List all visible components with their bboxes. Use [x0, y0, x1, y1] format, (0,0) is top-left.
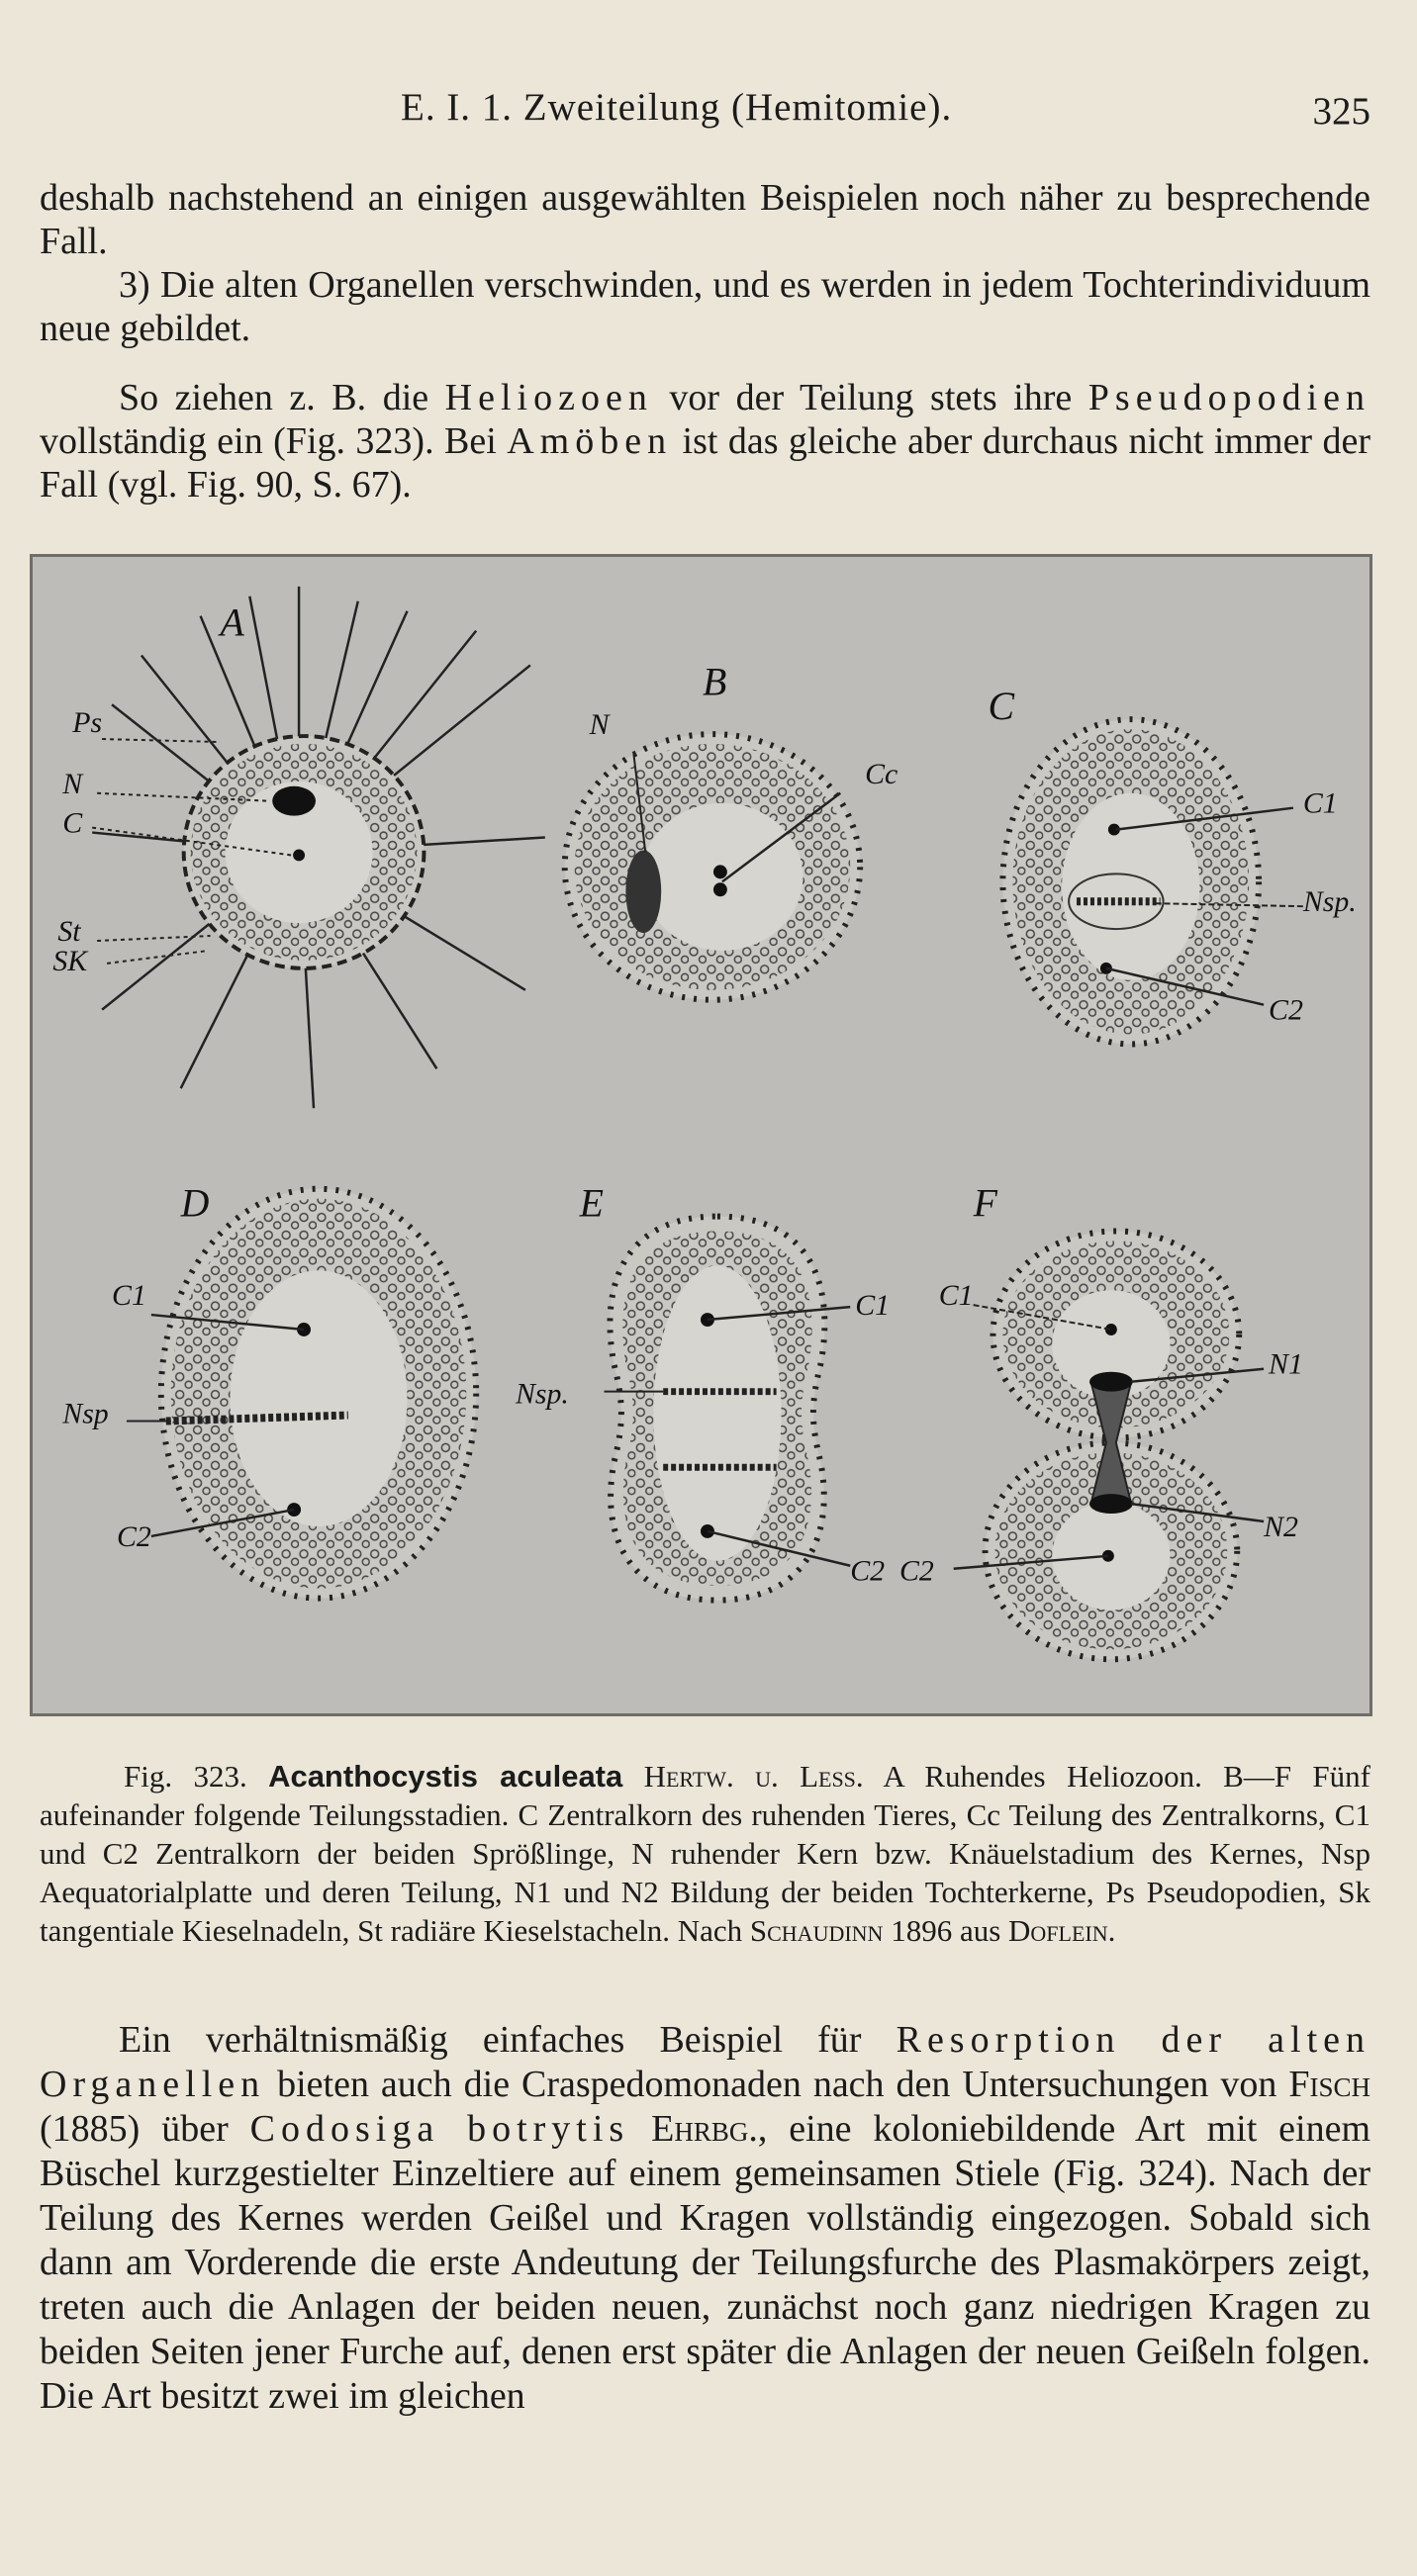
- panel-f: [899, 1182, 1303, 1660]
- label-nsp-e: Nsp.: [515, 1377, 569, 1411]
- paragraph-text: deshalb nachstehend an einigen ausgewählten Beispielen noch näher zu besprechende Fall.: [40, 177, 1370, 262]
- label-n2: N2: [1264, 1510, 1298, 1543]
- paragraph-heliozoen: [40, 376, 1370, 506]
- label-c1-d: C1: [112, 1279, 146, 1313]
- figure-323: [30, 554, 1372, 1716]
- label-nsp-d: Nsp: [62, 1397, 109, 1430]
- running-title: E. I. 1. Zweiteilung (Hemitomie).: [401, 86, 953, 129]
- paragraph-text: 3) Die alten Organellen verschwinden, und es werden in jedem Tochterindividuum neue gebildet.: [40, 264, 1370, 349]
- paragraph-point-3: [40, 263, 1370, 350]
- author-ehrbg: Ehrbg.: [651, 2108, 758, 2150]
- caption-text: A Ruhendes Heliozoon. B—F Fünf aufeinander folgende Teilungsstadien. C Zentralkorn des ruhenden Tieres, Cc Teilung des Zentralkorns, C1 und C2 Zentralkorn der beiden Sprößlinge, N ruhender Kern bzw. Knäuelstadium des Kernes, Nsp Aequatorialplatte und deren Teilung, N1 und N2 Bildung der beiden Tochterkerne, Ps Pseudopodien, Sk tangentiale Kieselnadeln, St radiäre Kieselstacheln. Nach: [40, 1759, 1370, 1948]
- label-c2-c: C2: [1269, 993, 1303, 1027]
- emphasis-pseudopodien: Pseudopodien: [1087, 377, 1370, 418]
- caption-species: Acanthocystis aculeata: [268, 1759, 623, 1794]
- panel-label-d: D: [180, 1181, 210, 1226]
- text-run: bieten auch die Craspedomonaden nach den Untersuchungen von: [277, 2064, 1277, 2105]
- label-st: St: [57, 915, 81, 949]
- panel-label-c: C: [988, 685, 1015, 729]
- caption-year: 1896 aus: [891, 1913, 1001, 1948]
- label-c: C: [62, 806, 83, 840]
- label-n-b: N: [589, 708, 610, 742]
- emphasis-resorption: Resorption der alten Organellen: [40, 2019, 1370, 2105]
- panel-a: [52, 587, 544, 1108]
- caption-fig-number: Fig. 323.: [124, 1759, 247, 1794]
- text-run: vollständig ein (Fig. 323). Bei: [40, 420, 497, 462]
- panel-label-e: E: [579, 1181, 604, 1226]
- panel-b: [565, 660, 898, 999]
- panel-c: [989, 685, 1357, 1044]
- caption-schaudinn: Schaudinn: [749, 1913, 884, 1948]
- label-c2-f: C2: [898, 1554, 934, 1588]
- label-ps: Ps: [72, 706, 103, 740]
- label-n1: N1: [1269, 1347, 1303, 1381]
- page-number: 325: [1312, 90, 1370, 133]
- text-run: Ein verhältnismäßig einfaches Beispiel für: [119, 2019, 862, 2061]
- panel-label-b: B: [702, 660, 727, 704]
- emphasis-heliozoen: Heliozoen: [444, 377, 653, 418]
- text-run: ist das gleiche aber durchaus nicht immer der Fall (vgl. Fig. 90, S. 67).: [40, 420, 1371, 506]
- label-c1-c: C1: [1302, 786, 1338, 820]
- label-c2-e: C2: [850, 1554, 886, 1588]
- figure-illustration: [33, 557, 1370, 1713]
- text-run: , eine koloniebildende Art mit einem Büschel kurzgestielter Einzeltiere auf einem gemeinsamen Stiele (Fig. 324). Nach der Teilung des Kernes werden Geißel und Kragen vollständig eingezogen. Sobald sich dann am Vorderende die erste Andeutung der Teilungsfurche des Plasmakörpers zeigt, treten auch die Anlagen der beiden neuen, zunächst noch ganz niedrigen Kragen zu beiden Seiten jener Furche auf, denen erst später die Anlagen der neuen Geißeln folgen. Die Art besitzt zwei im gleichen: [40, 2108, 1371, 2417]
- caption-doflein: Doflein.: [1008, 1913, 1116, 1948]
- emphasis-codosiga: Codosiga botrytis: [249, 2108, 630, 2150]
- label-cc: Cc: [865, 757, 898, 790]
- label-c1-e: C1: [855, 1289, 891, 1323]
- label-n: N: [62, 767, 83, 800]
- text-run: (1885) über: [40, 2108, 229, 2150]
- panel-label-f: F: [973, 1181, 997, 1226]
- panel-label-a: A: [220, 600, 244, 645]
- text-run: So ziehen z. B. die: [119, 377, 429, 418]
- figure-caption: [40, 1757, 1370, 1950]
- author-fisch: Fisch: [1288, 2064, 1371, 2105]
- panel-e: [515, 1182, 890, 1601]
- label-c2-d: C2: [117, 1519, 151, 1553]
- paragraph-continuation: [40, 176, 1370, 263]
- paragraph-resorption: [40, 2018, 1370, 2419]
- caption-authors: Hertw. u. Less.: [643, 1759, 864, 1794]
- panel-d: [61, 1182, 476, 1599]
- label-c1-f: C1: [938, 1279, 974, 1313]
- page-header: [40, 85, 1370, 144]
- label-nsp-c: Nsp.: [1302, 885, 1357, 919]
- text-run: vor der Teilung stets ihre: [669, 377, 1073, 418]
- emphasis-amoeben: Amöben: [507, 420, 673, 462]
- label-sk: SK: [52, 944, 88, 977]
